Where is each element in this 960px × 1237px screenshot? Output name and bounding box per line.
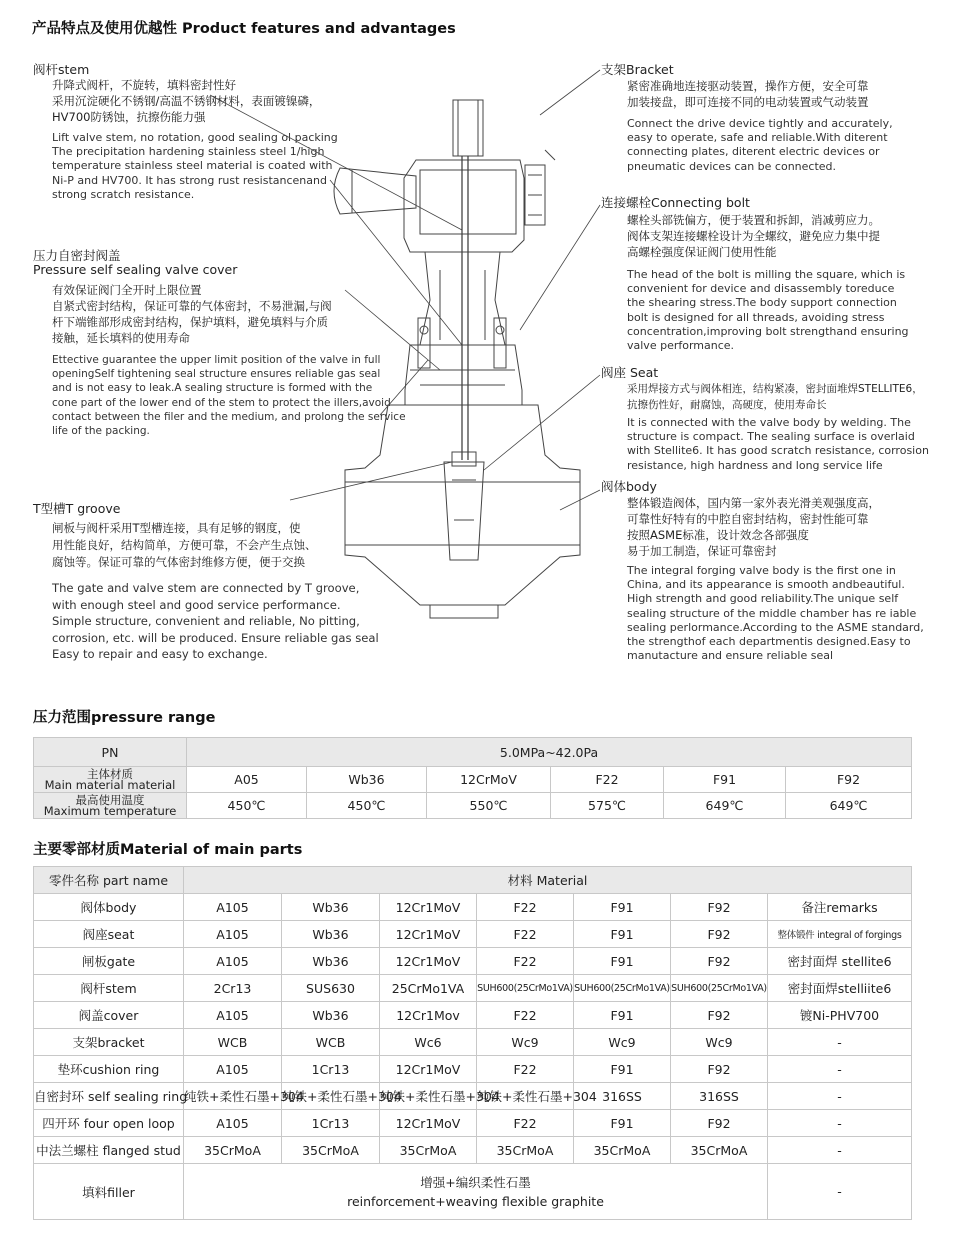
part-material-cell: Wc9 — [574, 1029, 671, 1056]
pressure-temp-cell: 450℃ — [187, 793, 307, 819]
pressure-material-cell: Wb36 — [307, 767, 427, 793]
filler-material — [184, 1164, 768, 1220]
part-remark-cell: - — [768, 1056, 912, 1083]
pressure-temp-cell: 550℃ — [427, 793, 551, 819]
features-title: 产品特点及使用优越性 Product features and advantages — [32, 21, 456, 37]
pressure-temp-cell: 649℃ — [786, 793, 912, 819]
part-material-cell: A105 — [184, 1110, 282, 1137]
parts-row — [34, 1110, 912, 1137]
part-material-cell: Wc9 — [477, 1029, 574, 1056]
part-material-cell: F92 — [671, 894, 768, 921]
t-groove — [452, 452, 476, 466]
part-name-cell: 闸板gate — [34, 948, 184, 975]
filler-material-cn: 增强+编织柔性石墨 — [420, 1174, 531, 1190]
pressure-title: 压力范围pressure range — [33, 710, 216, 726]
pressure-row-temp — [34, 793, 912, 819]
part-material-cell: Wb36 — [282, 948, 380, 975]
body-cn-text: 整体锻造阀体，国内第一家外表光滑美观强度高， 可靠性好特有的中腔自密封结构，密封性能可靠 按照ASME标准，设计效念各部强度 易于加工制造，保证可靠密封 — [627, 496, 880, 558]
part-name-cell: 阀体body — [34, 894, 184, 921]
parts-row — [34, 921, 912, 948]
bracket-heading: 支架Bracket — [601, 62, 674, 77]
groove-cn-text: 闸板与阀杆采用T型槽连接，具有足够的钢度，使 用性能良好，结构简单，方便可靠，不会产生点蚀、 腐蚀等。保证可靠的气体密封维修方便，便于交换 — [52, 521, 317, 569]
part-material-cell: 12Cr1MoV — [380, 1056, 477, 1083]
stem-cn-text: 升降式阀杆，不旋转，填料密封性好 采用沉淀硬化不锈钢/高温不锈钢材料，表面镀镍磷， HV700防锈蚀，抗擦伤能力强 — [52, 78, 321, 124]
part-material-cell: 1Cr13 — [282, 1110, 380, 1137]
part-material-cell: F91 — [574, 948, 671, 975]
filler-remark: - — [768, 1164, 912, 1220]
part-material-cell: 25CrMo1VA — [380, 975, 477, 1002]
pressure-row-material — [34, 767, 912, 793]
bracket-cn-text: 紧密准确地连接驱动装置，操作方便，安全可靠 加装接盘，即可连接不同的电动装置或气动装置 — [627, 79, 869, 109]
cover-heading-en: Pressure self sealing valve cover — [33, 262, 238, 277]
part-material-cell: A105 — [184, 921, 282, 948]
part-material-cell: F92 — [671, 1110, 768, 1137]
part-material-cell: 35CrMoA — [671, 1137, 768, 1164]
pressure-material-cell: A05 — [187, 767, 307, 793]
material-label — [34, 767, 187, 793]
part-material-cell: 35CrMoA — [380, 1137, 477, 1164]
cover-heading-cn: 压力自密封阀盖 — [33, 248, 121, 263]
part-material-cell: 纯铁+柔性石墨+304 — [282, 1083, 380, 1110]
filler-material-en: reinforcement+weaving flexible graphite — [347, 1193, 604, 1209]
pressure-material-cell: F92 — [786, 767, 912, 793]
part-name-cell: 垫环cushion ring — [34, 1056, 184, 1083]
part-name-cell: 四开环 four open loop — [34, 1110, 184, 1137]
material-label-en: Main material material — [44, 777, 176, 792]
part-material-cell: Wc9 — [671, 1029, 768, 1056]
part-material-cell: 12Cr1MoV — [380, 894, 477, 921]
part-material-cell: F91 — [574, 1002, 671, 1029]
stem-heading: 阀杆stem — [33, 62, 90, 77]
part-material-cell: F22 — [477, 1110, 574, 1137]
cover-cn-text: 有效保证阀门全开时上限位置 自紧式密封结构，保证可靠的气体密封，不易泄漏,与阀 杆下端锥部形成密封结构，保护填料，避免填料与介质 接触，延长填料的使用寿命 — [52, 283, 332, 345]
pressure-temp-cell: 450℃ — [307, 793, 427, 819]
pressure-row-pn — [34, 738, 912, 767]
part-remark-cell: 整体锻件 integral of forgings — [768, 921, 912, 948]
part-name-cell: 自密封环 self sealing ring — [34, 1083, 184, 1110]
temp-label-cn: 最高使用温度 — [75, 792, 145, 807]
bolt-en-text: The head of the bolt is milling the square, which is convenient for device and disassembly toreduce the shearing stress.The body support connection bolt is designed for all threads, avoiding stress concentration,improving bolt strengthand ensuring valve performance. — [627, 268, 909, 353]
part-material-cell: 纯铁+柔性石墨+304 — [184, 1083, 282, 1110]
part-remark-cell: 密封面焊stelliite6 — [768, 975, 912, 1002]
part-material-cell: 12Cr1MoV — [380, 921, 477, 948]
pressure-temp-cell: 649℃ — [664, 793, 786, 819]
seat-cn-text: 采用焊接方式与阀体相连，结构紧凑，密封面堆焊STELLITE6， 抗擦伤性好，耐腐蚀，高硬度，使用寿命长 — [627, 383, 923, 411]
part-material-cell: 12Cr1Mov — [380, 1002, 477, 1029]
bolt-cn-text: 螺栓头部铣偏方，便于装置和拆卸，消减剪应力。 阀体支架连接螺栓设计为全螺纹，避免应力集中提 高螺栓强度保证阀门使用性能 — [627, 213, 880, 259]
part-material-cell: F92 — [671, 921, 768, 948]
pn-value: 5.0MPa~42.0Pa — [187, 738, 912, 767]
pressure-table — [33, 737, 912, 819]
groove-en-text: The gate and valve stem are connected by T groove, with enough steel and good service performance. Simple structure, convenient and reliable, No pitting, corrosion, etc. will be produced. Ensure reliable gas seal Easy to repair and easy to exchange. — [52, 581, 379, 661]
parts-title: 主要零部材质Material of main parts — [33, 842, 303, 858]
part-material-cell: A105 — [184, 1002, 282, 1029]
part-material-cell: F92 — [671, 948, 768, 975]
parts-row — [34, 948, 912, 975]
parts-row — [34, 1137, 912, 1164]
pressure-material-cell: 12CrMoV — [427, 767, 551, 793]
part-material-cell: A105 — [184, 1056, 282, 1083]
part-material-cell: SUH600(25CrMo1VA) — [671, 975, 768, 1002]
material-label-cn: 主体材质 — [87, 766, 133, 781]
part-name-cell: 阀杆stem — [34, 975, 184, 1002]
part-remark-cell: - — [768, 1029, 912, 1056]
filler-row — [34, 1164, 912, 1220]
bolt-heading: 连接螺栓Connecting bolt — [601, 195, 750, 210]
part-material-cell: WCB — [184, 1029, 282, 1056]
parts-table — [33, 866, 912, 1220]
part-material-cell: SUH600(25CrMo1VA) — [477, 975, 574, 1002]
parts-header-row — [34, 867, 912, 894]
pressure-material-cell: F91 — [664, 767, 786, 793]
bonnet — [405, 345, 522, 405]
part-material-cell: 35CrMoA — [282, 1137, 380, 1164]
parts-row — [34, 1002, 912, 1029]
part-material-cell: F92 — [671, 1056, 768, 1083]
part-material-cell: 1Cr13 — [282, 1056, 380, 1083]
stem-en-text: Lift valve stem, no rotation, good sealing ol packing The precipitation hardening stainless steel 1/high temperature stainless steel material is coated with Ni-P and HV700. It has strong rust resistancenand strong scratch resistance. — [52, 131, 338, 201]
part-remark-cell: 备注remarks — [768, 894, 912, 921]
part-material-cell: F22 — [477, 1056, 574, 1083]
part-material-cell: 316SS — [574, 1083, 671, 1110]
part-material-cell: 纯铁+柔性石墨+304 — [477, 1083, 574, 1110]
part-remark-cell: - — [768, 1137, 912, 1164]
bracket-en-text: Connect the drive device tightly and accurately, easy to operate, safe and reliable.With diterent connecting plates, diterent electric devices or pneumatic devices can be connected. — [627, 117, 893, 173]
col-part-name: 零件名称 part name — [34, 867, 184, 894]
part-material-cell: A105 — [184, 894, 282, 921]
part-material-cell: A105 — [184, 948, 282, 975]
part-name-cell: 支架bracket — [34, 1029, 184, 1056]
part-material-cell: F91 — [574, 1056, 671, 1083]
part-name-cell: 阀盖cover — [34, 1002, 184, 1029]
part-material-cell: 12Cr1MoV — [380, 948, 477, 975]
body-heading: 阀体body — [601, 479, 657, 494]
part-remark-cell: 密封面焊 stellite6 — [768, 948, 912, 975]
part-material-cell: Wb36 — [282, 894, 380, 921]
actuator-housing — [404, 160, 524, 252]
col-material: 材料 Material — [184, 867, 912, 894]
parts-row — [34, 1083, 912, 1110]
part-material-cell: SUS630 — [282, 975, 380, 1002]
part-material-cell: Wc6 — [380, 1029, 477, 1056]
parts-row — [34, 1056, 912, 1083]
part-material-cell: F91 — [574, 921, 671, 948]
part-remark-cell: 镀Ni-PHV700 — [768, 1002, 912, 1029]
body-en-text: The integral forging valve body is the first one in China, and its appearance is smooth andbeautiful. High strength and good reliability.The unique self sealing structure of the middle chamber has re iable sealing perlormance.According to the ASME standard, the strengthof each departmentis designed.Easy to manutacture and ensure reliable seal — [627, 564, 924, 663]
parts-row — [34, 1029, 912, 1056]
temp-label-en: Maximum temperature — [43, 803, 177, 818]
part-material-cell: Wb36 — [282, 1002, 380, 1029]
part-material-cell: 35CrMoA — [574, 1137, 671, 1164]
part-material-cell: 纯铁+柔性石墨+304 — [380, 1083, 477, 1110]
part-material-cell: 35CrMoA — [184, 1137, 282, 1164]
part-remark-cell: - — [768, 1083, 912, 1110]
part-material-cell: WCB — [282, 1029, 380, 1056]
part-material-cell: F22 — [477, 921, 574, 948]
cover-en-text: Ettective guarantee the upper limit position of the valve in full openingSelf tightening seal structure ensures reliable gas seal and is not easy to leak.A sealing structure is formed with the cone part of the lower end of the stem to protect the illers,avoid contact between the filer and the medium, and prolong the service life of the packing. — [52, 354, 406, 438]
part-name-cell: 中法兰螺柱 flanged stud — [34, 1137, 184, 1164]
parts-row — [34, 894, 912, 921]
part-name-cell: 阀座seat — [34, 921, 184, 948]
part-material-cell: F91 — [574, 894, 671, 921]
part-material-cell: F22 — [477, 894, 574, 921]
part-material-cell: 12Cr1MoV — [380, 1110, 477, 1137]
part-material-cell: F22 — [477, 948, 574, 975]
part-material-cell: 316SS — [671, 1083, 768, 1110]
seat-en-text: It is connected with the valve body by welding. The structure is compact. The sealing surface is overlaid with Stellite6. It has good scratch resistance, corrosion resistance, high hardness and long service life — [627, 416, 929, 472]
part-material-cell: 35CrMoA — [477, 1137, 574, 1164]
part-material-cell: F91 — [574, 1110, 671, 1137]
filler-name: 填料filler — [34, 1164, 184, 1220]
part-material-cell: Wb36 — [282, 921, 380, 948]
pn-label: PN — [34, 738, 187, 767]
temp-label — [34, 793, 187, 819]
part-material-cell: F22 — [477, 1002, 574, 1029]
pressure-temp-cell: 575℃ — [551, 793, 664, 819]
pressure-material-cell: F22 — [551, 767, 664, 793]
seat-heading: 阀座 Seat — [601, 365, 659, 380]
part-material-cell: SUH600(25CrMo1VA) — [574, 975, 671, 1002]
parts-row — [34, 975, 912, 1002]
part-remark-cell: - — [768, 1110, 912, 1137]
part-material-cell: F92 — [671, 1002, 768, 1029]
part-material-cell: 2Cr13 — [184, 975, 282, 1002]
groove-heading: T型槽T groove — [33, 501, 121, 516]
